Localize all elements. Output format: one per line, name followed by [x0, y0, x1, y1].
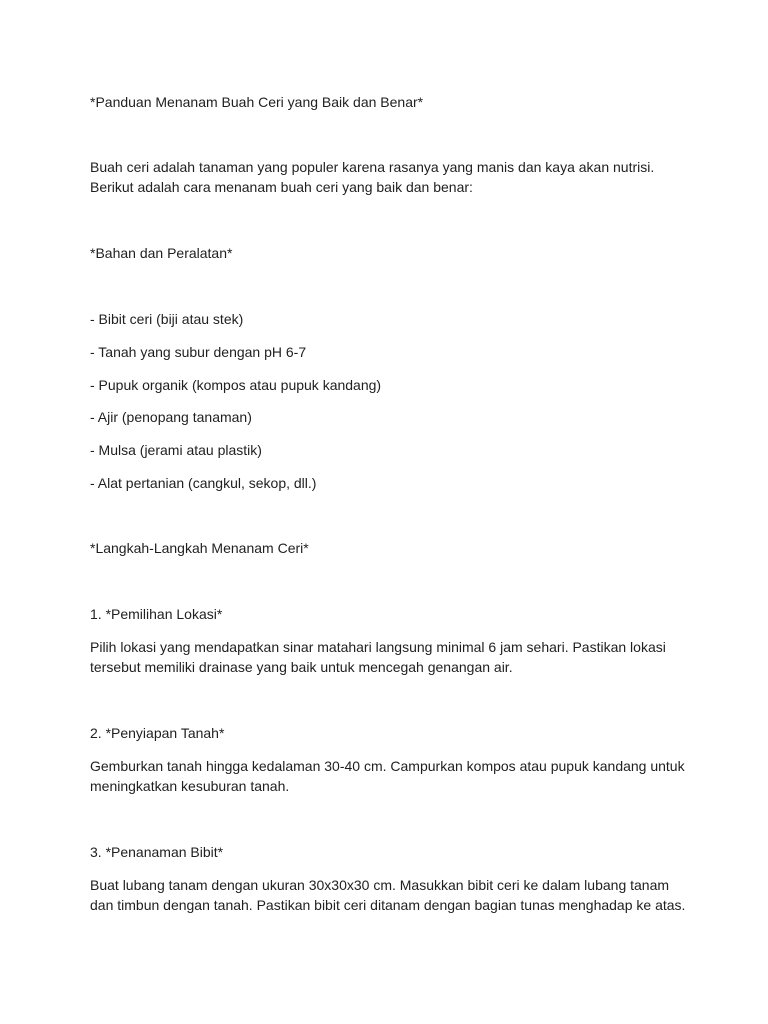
- materials-item: - Alat pertanian (cangkul, sekop, dll.): [90, 475, 317, 491]
- step-body: Buat lubang tanam dengan ukuran 30x30x30 cm. Masukkan bibit ceri ke dalam lubang tanam dan timbun dengan tanah. Pastikan bibit ceri ditanam dengan bagian tunas menghadap ke atas.: [90, 877, 686, 913]
- document-title: *Panduan Menanam Buah Ceri yang Baik dan Benar*: [90, 94, 424, 110]
- step-heading: 2. *Penyiapan Tanah*: [90, 725, 225, 741]
- materials-item: - Pupuk organik (kompos atau pupuk kandang): [90, 377, 382, 393]
- step-heading: 1. *Pemilihan Lokasi*: [90, 606, 223, 622]
- materials-item: - Bibit ceri (biji atau stek): [90, 311, 244, 327]
- intro-paragraph: Buah ceri adalah tanaman yang populer karena rasanya yang manis dan kaya akan nutrisi. Berikut adalah cara menanam buah ceri yang baik dan benar:: [90, 159, 659, 195]
- steps-heading: *Langkah-Langkah Menanam Ceri*: [90, 540, 309, 556]
- materials-item: - Tanah yang subur dengan pH 6-7: [90, 344, 307, 360]
- materials-item: - Mulsa (jerami atau plastik): [90, 442, 262, 458]
- step-heading: 3. *Penanaman Bibit*: [90, 844, 224, 860]
- materials-heading: *Bahan dan Peralatan*: [90, 245, 233, 261]
- materials-item: - Ajir (penopang tanaman): [90, 409, 252, 425]
- step-body: Pilih lokasi yang mendapatkan sinar matahari langsung minimal 6 jam sehari. Pastikan lokasi tersebut memiliki drainase yang baik untuk mencegah genangan air.: [90, 639, 670, 675]
- step-body: Gemburkan tanah hingga kedalaman 30-40 cm. Campurkan kompos atau pupuk kandang untuk meningkatkan kesuburan tanah.: [90, 758, 689, 794]
